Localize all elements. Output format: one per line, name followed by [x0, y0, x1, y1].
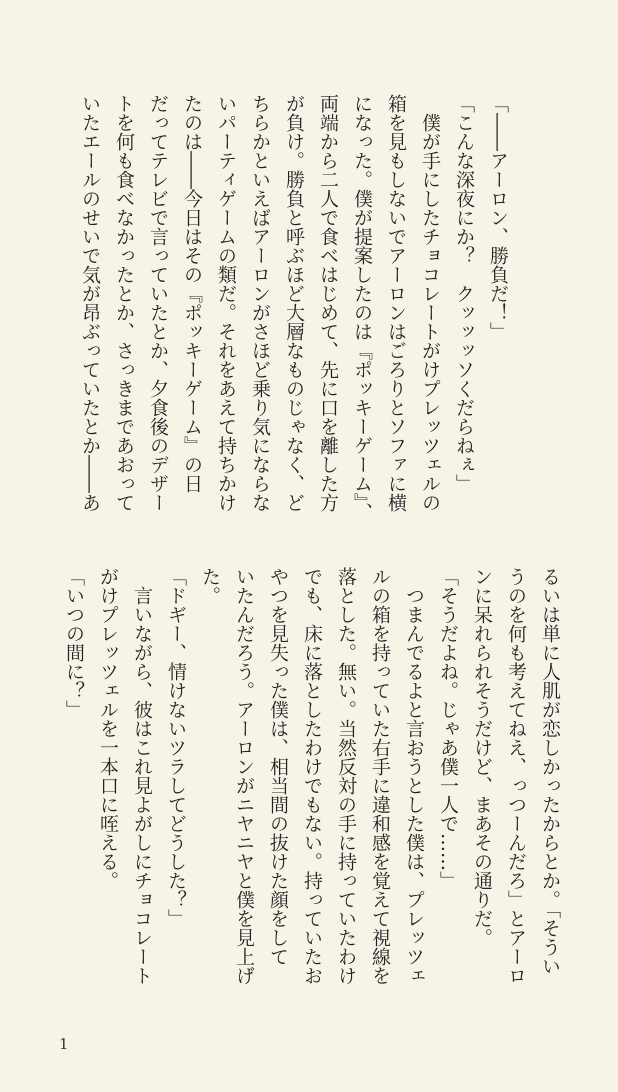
- text-line: がけプレッツェルを一本口に咥える。: [97, 567, 119, 890]
- text-line: うのを何も考えてねえ、っつーんだろ」とアーロ: [505, 567, 527, 985]
- text-line: ンに呆れられそうだけど、まあその通りだ。: [471, 567, 493, 947]
- text-line: るいは単に人肌が恋しかったからとか。「そうい: [539, 567, 561, 976]
- text-line: た。: [199, 567, 221, 605]
- text-line: 「ドギー、情けないツラしてどうした？」: [165, 567, 187, 928]
- text-line: でも、床に落としたわけでもない。持っていたお: [301, 567, 323, 985]
- text-line: が負け。勝負と呼ぶほど大層なものじゃなく、ど: [283, 94, 305, 512]
- text-line: 「そうだよね。じゃあ僕一人で……」: [437, 567, 459, 890]
- text-line: たのは――今日はその『ポッキーゲーム』の日: [181, 94, 203, 493]
- text-block-bottom: [47, 567, 567, 1007]
- page-number: 1: [59, 1035, 69, 1053]
- text-line: いたエールのせいで気が昂ぶっていたとか――あ: [79, 94, 101, 512]
- text-line: になった。僕が提案したのは『ポッキーゲーム』、: [351, 94, 373, 522]
- text-line: ちらかといえばアーロンがさほど乗り気にならな: [249, 94, 271, 512]
- text-line: 両端から二人で食べはじめて、先に口を離した方: [317, 94, 339, 512]
- text-line: 落とした。無い。当然反対の手に持っていたわけ: [335, 567, 357, 985]
- text-line: ルの箱を持っていた右手に違和感を覚えて視線を: [369, 567, 391, 985]
- text-line: いたんだろう。アーロンがニヤニヤと僕を見上げ: [233, 567, 255, 985]
- text-line: 僕が手にしたチョコレートがけプレッツェルの: [419, 94, 441, 512]
- text-line: いパーティゲームの類だ。それをあえて持ちかけ: [215, 94, 237, 512]
- text-line: 「いつの間に？」: [63, 567, 85, 719]
- text-line: 「――アーロン、勝負だ！」: [487, 94, 509, 341]
- text-line: 箱を見もしないでアーロンはごろりとソファに横: [385, 94, 407, 512]
- text-line: 「こんな深夜にか？ クッッッソくだらねぇ」: [453, 94, 475, 493]
- text-line: つまんでるよと言おうとした僕は、プレッツェ: [403, 567, 425, 985]
- text-line: だってテレビで言っていたとか、夕食後のデザー: [147, 94, 169, 512]
- text-line: やつを見失った僕は、相当間の抜けた顔をして: [267, 567, 289, 966]
- text-block-top: [55, 94, 515, 524]
- text-line: 言いながら、彼はこれ見よがしにチョコレート: [131, 567, 153, 985]
- text-line: トを何も食べなかったとか、さっきまであおって: [113, 94, 135, 512]
